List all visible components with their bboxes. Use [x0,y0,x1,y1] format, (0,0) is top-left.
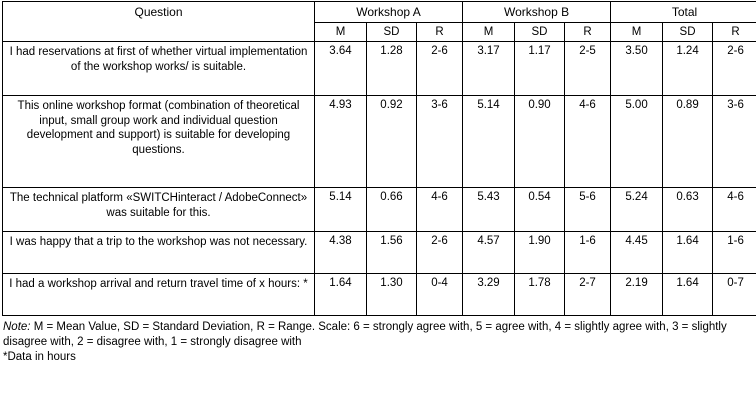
row-a-sd: 1.30 [367,274,417,316]
row-b-m: 3.29 [463,274,515,316]
row-b-sd: 1.90 [515,232,565,274]
row-total-m: 2.19 [611,274,663,316]
row-total-r: 0-7 [713,274,756,316]
row-total-sd: 1.64 [663,232,713,274]
row-b-r: 2-5 [565,42,611,96]
subheader-a-sd: SD [367,23,417,42]
row-b-m: 4.57 [463,232,515,274]
table-row [3,188,756,232]
row-a-r: 0-4 [417,274,463,316]
table-page [0,1,756,403]
subheader-b-sd: SD [515,23,565,42]
row-b-r: 1-6 [565,232,611,274]
header-group-workshop-b: Workshop B [463,2,611,23]
row-a-r: 3-6 [417,96,463,188]
row-total-r: 4-6 [713,188,756,232]
row-total-m: 5.00 [611,96,663,188]
subheader-b-m: M [463,23,515,42]
row-b-sd: 0.90 [515,96,565,188]
row-total-sd: 0.63 [663,188,713,232]
row-total-sd: 1.64 [663,274,713,316]
row-total-m: 4.45 [611,232,663,274]
row-b-m: 5.43 [463,188,515,232]
footnote-line-2: *Data in hours [3,350,751,365]
row-a-r: 2-6 [417,232,463,274]
row-total-r: 3-6 [713,96,756,188]
table-footnote [3,320,751,365]
row-b-r: 5-6 [565,188,611,232]
row-question: The technical platform «SWITCHinteract / AdobeConnect» was suitable for this. [3,188,315,232]
row-total-sd: 1.24 [663,42,713,96]
table-row [3,232,756,274]
subheader-total-sd: SD [663,23,713,42]
footnote-lead: Note: [3,321,31,333]
row-a-m: 1.64 [315,274,367,316]
table-row [3,96,756,188]
row-a-r: 2-6 [417,42,463,96]
table-header-row [3,2,756,23]
row-b-sd: 0.54 [515,188,565,232]
row-total-r: 1-6 [713,232,756,274]
row-b-sd: 1.78 [515,274,565,316]
row-total-m: 5.24 [611,188,663,232]
row-a-sd: 0.66 [367,188,417,232]
header-group-total: Total [611,2,756,23]
row-b-m: 3.17 [463,42,515,96]
subheader-a-r: R [417,23,463,42]
subheader-total-r: R [713,23,756,42]
row-a-m: 4.38 [315,232,367,274]
row-b-m: 5.14 [463,96,515,188]
row-a-sd: 0.92 [367,96,417,188]
row-a-m: 5.14 [315,188,367,232]
row-question: I had reservations at first of whether virtual implementation of the workshop works/ is suitable. [3,42,315,96]
header-group-workshop-a: Workshop A [315,2,463,23]
row-total-r: 2-6 [713,42,756,96]
row-question: I was happy that a trip to the workshop was not necessary. [3,232,315,274]
survey-results-table [2,1,756,316]
row-a-m: 3.64 [315,42,367,96]
row-a-sd: 1.56 [367,232,417,274]
table-row [3,274,756,316]
row-total-sd: 0.89 [663,96,713,188]
row-question: I had a workshop arrival and return travel time of x hours: * [3,274,315,316]
row-b-sd: 1.17 [515,42,565,96]
row-b-r: 4-6 [565,96,611,188]
footnote-line-1: M = Mean Value, SD = Standard Deviation, R = Range. Scale: 6 = strongly agree with, 5 = agree with, 4 = slightly agree with, 3 = slightly disagree with, 2 = disagree with, 1 = strongly disagree with [3,321,727,348]
header-question: Question [3,2,315,42]
row-question: This online workshop format (combination of theoretical input, small group work and individual question development and support) is suitable for developing questions. [3,96,315,188]
subheader-total-m: M [611,23,663,42]
row-a-r: 4-6 [417,188,463,232]
row-b-r: 2-7 [565,274,611,316]
subheader-a-m: M [315,23,367,42]
row-a-m: 4.93 [315,96,367,188]
row-a-sd: 1.28 [367,42,417,96]
table-row [3,42,756,96]
row-total-m: 3.50 [611,42,663,96]
subheader-b-r: R [565,23,611,42]
